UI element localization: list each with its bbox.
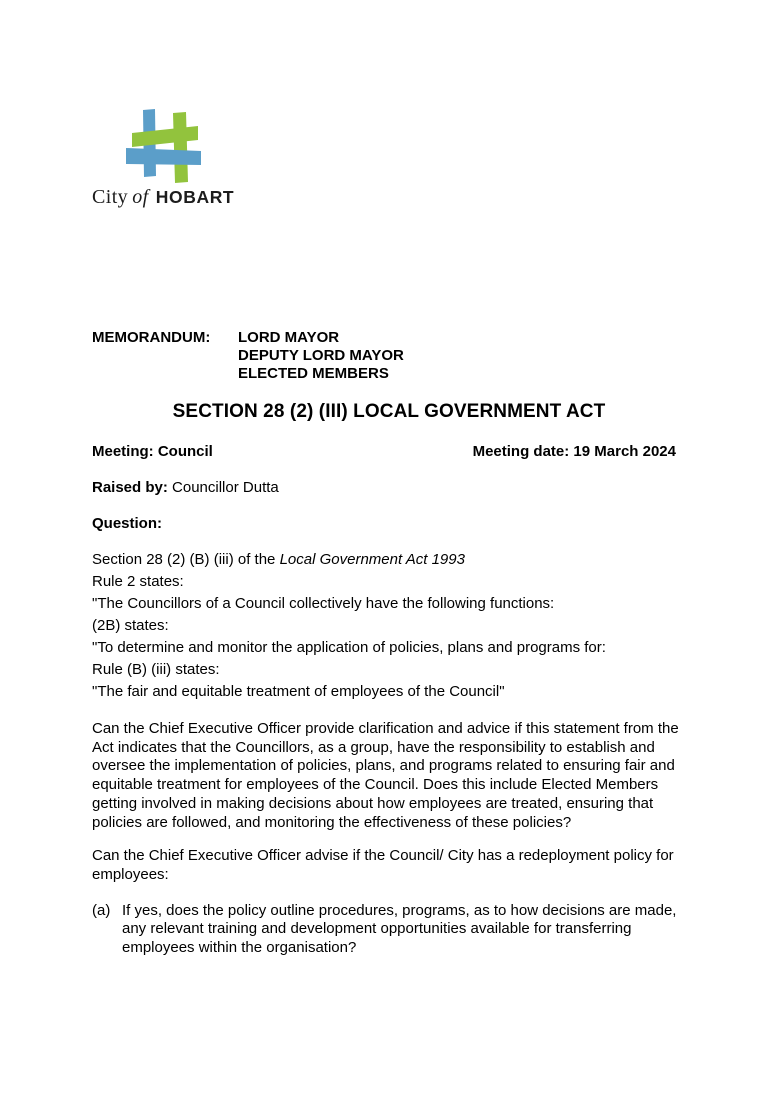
page-content [0, 106, 777, 958]
logo-green-horizontal-bar [132, 126, 198, 147]
logo-city-text: City [92, 186, 129, 208]
logo-wordmark [92, 186, 686, 210]
meeting-info-row [92, 442, 686, 461]
meeting-name: Meeting: Council [92, 443, 213, 460]
city-of-hobart-logo [92, 106, 686, 210]
rule-line: "The fair and equitable treatment of employees of the Council" [92, 683, 505, 700]
list-item-a-marker: (a) [92, 901, 111, 919]
logo-of-text: of [132, 186, 149, 208]
rule-line: Rule (B) (iii) states: [92, 661, 220, 678]
recipient-elected-members: ELECTED MEMBERS [238, 365, 389, 382]
memorandum-recipients [238, 329, 404, 383]
rule-intro-line [92, 549, 686, 571]
list-item-a-text: If yes, does the policy outline procedures, programs, as to how decisions are made, any relevant training and development opportunities available for transferring employees within the organisation? [122, 901, 677, 957]
question-paragraph-2: Can the Chief Executive Officer advise if the Council/ City has a redeployment policy for employees: [92, 847, 674, 883]
question-label: Question: [92, 515, 162, 532]
recipient-lord-mayor: LORD MAYOR [238, 329, 340, 346]
logo-blue-horizontal-bar [126, 148, 201, 165]
rule-line: "To determine and monitor the application of policies, plans and programs for: [92, 639, 606, 656]
raised-by-row [92, 478, 686, 497]
act-rules-block [92, 549, 686, 703]
rule-line: (2B) states: [92, 617, 169, 634]
act-title-italic: Local Government Act 1993 [279, 551, 465, 568]
question-paragraph-1: Can the Chief Executive Officer provide clarification and advice if this statement from the Act indicates that the Councillors, as a group, have the responsibility to establish and oversee the implementation of policies, plans, and programs related to ensuring fair and equitable treatment for employees of the Council. Does this include Elected Members getting involved in making decisions about how employees are treated, ensuring that policies are followed, and monitoring the effectiveness of these policies? [92, 720, 679, 831]
memorandum-header [92, 329, 686, 383]
raised-by-value: Councillor Dutta [172, 479, 279, 496]
meeting-date: Meeting date: 19 March 2024 [472, 443, 676, 460]
list-item-a [92, 902, 686, 958]
recipient-deputy-lord-mayor: DEPUTY LORD MAYOR [238, 347, 404, 364]
rule-line: Rule 2 states: [92, 573, 184, 590]
document-title: SECTION 28 (2) (III) LOCAL GOVERNMENT ACT [172, 401, 606, 422]
logo-hobart-text: HOBART [155, 187, 235, 207]
raised-by-label: Raised by: [92, 479, 168, 496]
logo-green-vertical-bar [173, 112, 188, 183]
rule-line: "The Councillors of a Council collectively have the following functions: [92, 595, 555, 612]
hobart-logo-mark-icon [126, 106, 202, 184]
memorandum-label: MEMORANDUM: [92, 329, 211, 346]
rule-intro-prefix: Section 28 (2) (B) (iii) of the [92, 551, 280, 568]
